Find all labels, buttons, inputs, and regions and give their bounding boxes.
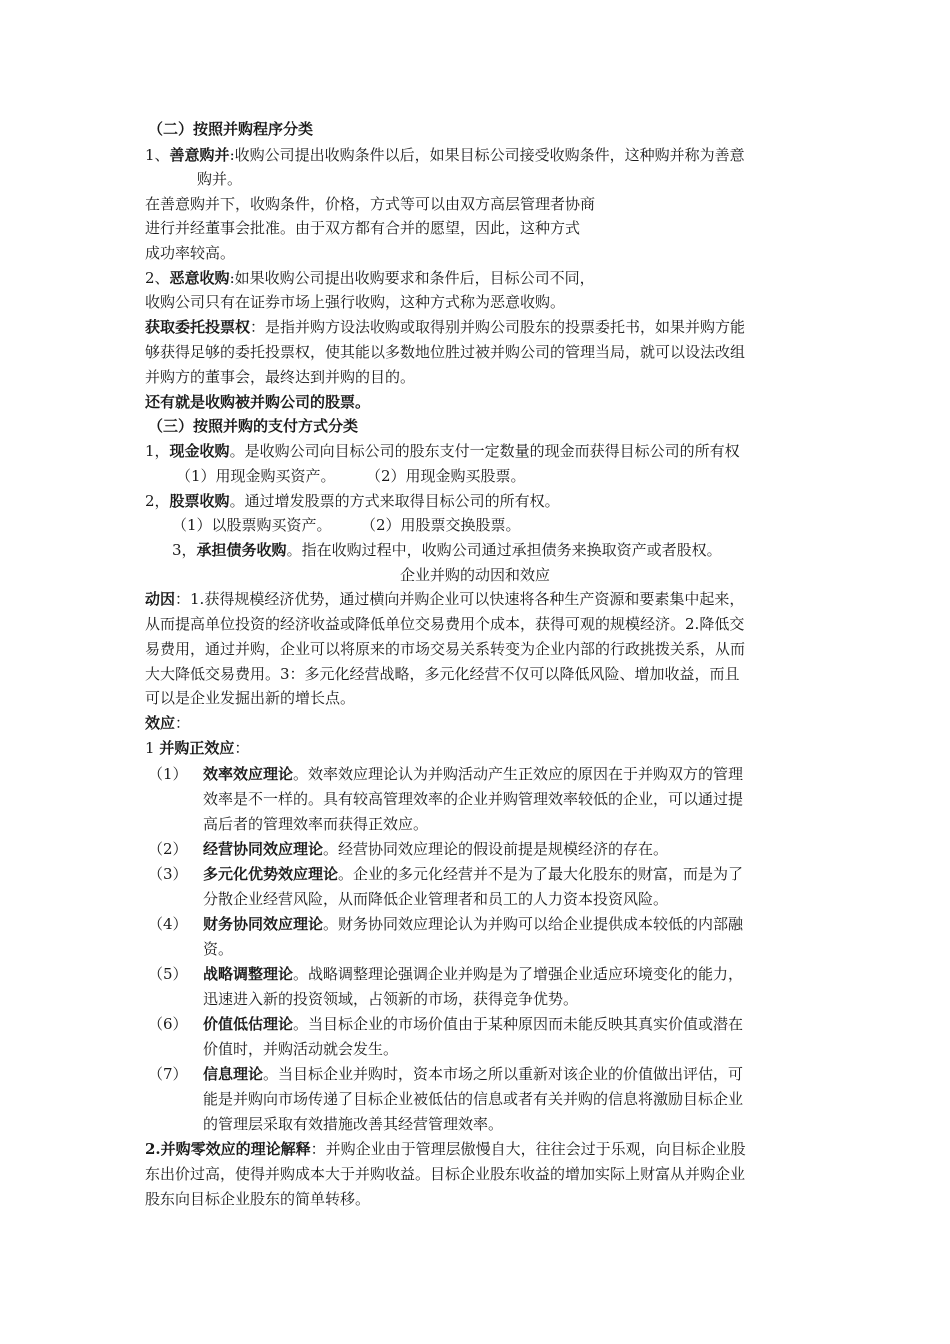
- motives-line4: 大大降低交易费用。3：多元化经营战略，多元化经营不仅可以降低风险、增加收益，而且: [145, 665, 740, 683]
- cash-prefix: 1，: [145, 442, 170, 460]
- zero-effect-line1: [145, 1139, 746, 1160]
- effect-item-text: 。企业的多元化经营并不是为了最大化股东的财富，而是为了: [338, 865, 744, 883]
- stock-sub2: （2）用股票交换股票。: [361, 516, 521, 534]
- effect-item-text: 。当目标企业的市场价值由于某种原因而未能反映其真实价值或潜在: [293, 1015, 744, 1033]
- effect-item-number: （3）: [148, 865, 188, 883]
- effect-item-term: 财务协同效应理论: [203, 915, 324, 933]
- hostile-takeover-line2: 收购公司只有在证券市场上强行收购，这种方式称为恶意收购。: [145, 293, 566, 311]
- effect-item-text: 。战略调整理论强调企业并购是为了增强企业适应环境变化的能力，: [293, 965, 744, 983]
- motives-label: 动因: [145, 590, 176, 608]
- stock-text: 。通过增发股票的方式来取得目标公司的所有权。: [229, 492, 560, 510]
- effect-item-line: [203, 764, 743, 785]
- effect-item-number: （4）: [148, 915, 188, 933]
- proxy-term: 获取委托投票权: [145, 318, 251, 336]
- proxy-line3: 并购方的董事会，最终达到并购的目的。: [145, 368, 416, 386]
- debt-prefix: 3，: [172, 541, 197, 559]
- motives-heading: 企业并购的动因和效应: [399, 566, 550, 584]
- stock-acquisition-line: [145, 491, 560, 512]
- cash-sub2: （2）用现金购买股票。: [366, 467, 526, 485]
- stock-purchase-note: 还有就是收购被并购公司的股票。: [145, 393, 371, 411]
- friendly-prefix: 1、: [145, 146, 170, 164]
- proxy-line1: [145, 317, 745, 338]
- effect-item-line: 能是并购向市场传递了目标企业被低估的信息或者有关并购的信息将激励目标企业: [203, 1090, 744, 1108]
- effect-item-line: [203, 864, 743, 885]
- effect-item-line: 分散企业经营风险，从而降低企业管理者和员工的人力资本投资风险。: [203, 890, 669, 908]
- hostile-term: 恶意收购: [169, 269, 230, 287]
- effect-item-text: 。效率效应理论认为并购活动产生正效应的原因在于并购双方的管理: [293, 765, 744, 783]
- effect-item-term: 经营协同效应理论: [203, 840, 324, 858]
- effect-item-term: 多元化优势效应理论: [203, 865, 339, 883]
- effect-item-number: （7）: [148, 1065, 188, 1083]
- effect-item-text: 。财务协同效应理论认为并购可以给企业提供成本较低的内部融: [323, 915, 744, 933]
- stock-prefix: 2，: [145, 492, 170, 510]
- friendly-merger-line5: 成功率较高。: [145, 244, 236, 262]
- zero-effect-title: 2.并购零效应的理论解释: [145, 1140, 311, 1158]
- friendly-text: :收购公司提出收购条件以后，如果目标公司接受收购条件，这种购并称为善意: [229, 146, 745, 164]
- positive-prefix: 1: [145, 739, 160, 757]
- effect-item-text: 。当目标企业并购时，资本市场之所以重新对该企业的价值做出评估，可: [263, 1065, 744, 1083]
- friendly-merger-line1: [145, 145, 745, 166]
- positive-title: 并购正效应: [159, 739, 235, 757]
- effect-item-text: 。经营协同效应理论的假设前提是规模经济的存在。: [323, 840, 669, 858]
- friendly-merger-line4: 进行并经董事会批准。由于双方都有合并的愿望，因此，这种方式: [145, 219, 581, 237]
- motives-line2: 从而提高单位投资的经济收益或降低单位交易费用个成本，获得可观的规模经济。2.降低交: [145, 615, 745, 633]
- cash-sub1: （1）用现金购买资产。: [176, 467, 336, 485]
- effect-item-line: 的管理层采取有效措施改善其经营管理效率。: [203, 1115, 504, 1133]
- debt-term: 承担债务收购: [196, 541, 287, 559]
- effect-item-term: 效率效应理论: [203, 765, 294, 783]
- effects-label: 效应: [145, 714, 176, 732]
- motives-line1: [145, 589, 744, 610]
- section3-title: （三）按照并购的支付方式分类: [148, 417, 359, 435]
- motives-line3: 易费用，通过并购，企业可以将原来的市场交易关系转变为企业内部的行政挑拨关系，从而: [145, 640, 746, 658]
- effect-item-line: 效率是不一样的。具有较高管理效率的企业并购管理效率较低的企业，可以通过提: [203, 790, 744, 808]
- cash-text: 。是收购公司向目标公司的股东支付一定数量的现金而获得目标公司的所有权: [229, 442, 740, 460]
- cash-acquisition-line: [145, 441, 740, 462]
- effect-item-number: （6）: [148, 1015, 188, 1033]
- effects-colon: ：: [175, 714, 191, 732]
- effect-item-term: 战略调整理论: [203, 965, 294, 983]
- proxy-line2: 够获得足够的委托投票权，使其能以多数地位胜过被并购公司的管理当局，就可以设法改组: [145, 343, 746, 361]
- effect-item-line: 高后者的管理效率而获得正效应。: [203, 815, 429, 833]
- effects-label-line: [145, 713, 190, 734]
- effect-item-line: 资。: [203, 940, 234, 958]
- effect-item-line: 迅速进入新的投资领域，占领新的市场，获得竞争优势。: [203, 990, 579, 1008]
- effect-item-term: 价值低估理论: [203, 1015, 294, 1033]
- hostile-prefix: 2、: [145, 269, 170, 287]
- zero-effect-line2: 东出价过高，使得并购成本大于并购收益。目标企业股东收益的增加实际上财富从并购企业: [145, 1165, 746, 1183]
- effect-item-term: 信息理论: [203, 1065, 264, 1083]
- positive-colon: ：: [234, 739, 250, 757]
- effect-item-number: （5）: [148, 965, 188, 983]
- effect-item-line: [203, 1064, 743, 1085]
- zero-effect-text: ：并购企业由于管理层傲慢自大，往往会过于乐观，向目标企业股: [310, 1140, 746, 1158]
- debt-text: 。指在收购过程中，收购公司通过承担债务来换取资产或者股权。: [286, 541, 722, 559]
- stock-term: 股票收购: [169, 492, 230, 510]
- effect-item-line: [203, 1014, 743, 1035]
- effect-item-line: [203, 964, 743, 985]
- motives-line5: 可以是企业发掘出新的增长点。: [145, 689, 356, 707]
- effect-item-line: [203, 839, 668, 860]
- effect-item-line: 价值时，并购活动就会发生。: [203, 1040, 399, 1058]
- motives-text: ：1.获得规模经济优势，通过横向并购企业可以快速将各种生产资源和要素集中起来，: [175, 590, 745, 608]
- hostile-takeover-line1: [145, 268, 595, 289]
- stock-sub1: （1）以股票购买资产。: [172, 516, 332, 534]
- effect-item-number: （2）: [148, 840, 188, 858]
- proxy-text: ：是指并购方设法收购或取得别并购公司股东的投票委托书，如果并购方能: [250, 318, 746, 336]
- friendly-merger-line2: 购并。: [197, 170, 243, 188]
- hostile-text: :如果收购公司提出收购要求和条件后，目标公司不同，: [229, 269, 595, 287]
- zero-effect-line3: 股东向目标企业股东的简单转移。: [145, 1190, 371, 1208]
- effect-item-number: （1）: [148, 765, 188, 783]
- friendly-merger-line3: 在善意购并下，收购条件，价格，方式等可以由双方高层管理者协商: [145, 195, 596, 213]
- positive-effect-title: [145, 738, 249, 759]
- section2-title: （二）按照并购程序分类: [148, 120, 314, 138]
- friendly-term: 善意购并: [169, 146, 230, 164]
- debt-acquisition-line: [172, 540, 722, 561]
- cash-term: 现金收购: [169, 442, 230, 460]
- effect-item-line: [203, 914, 743, 935]
